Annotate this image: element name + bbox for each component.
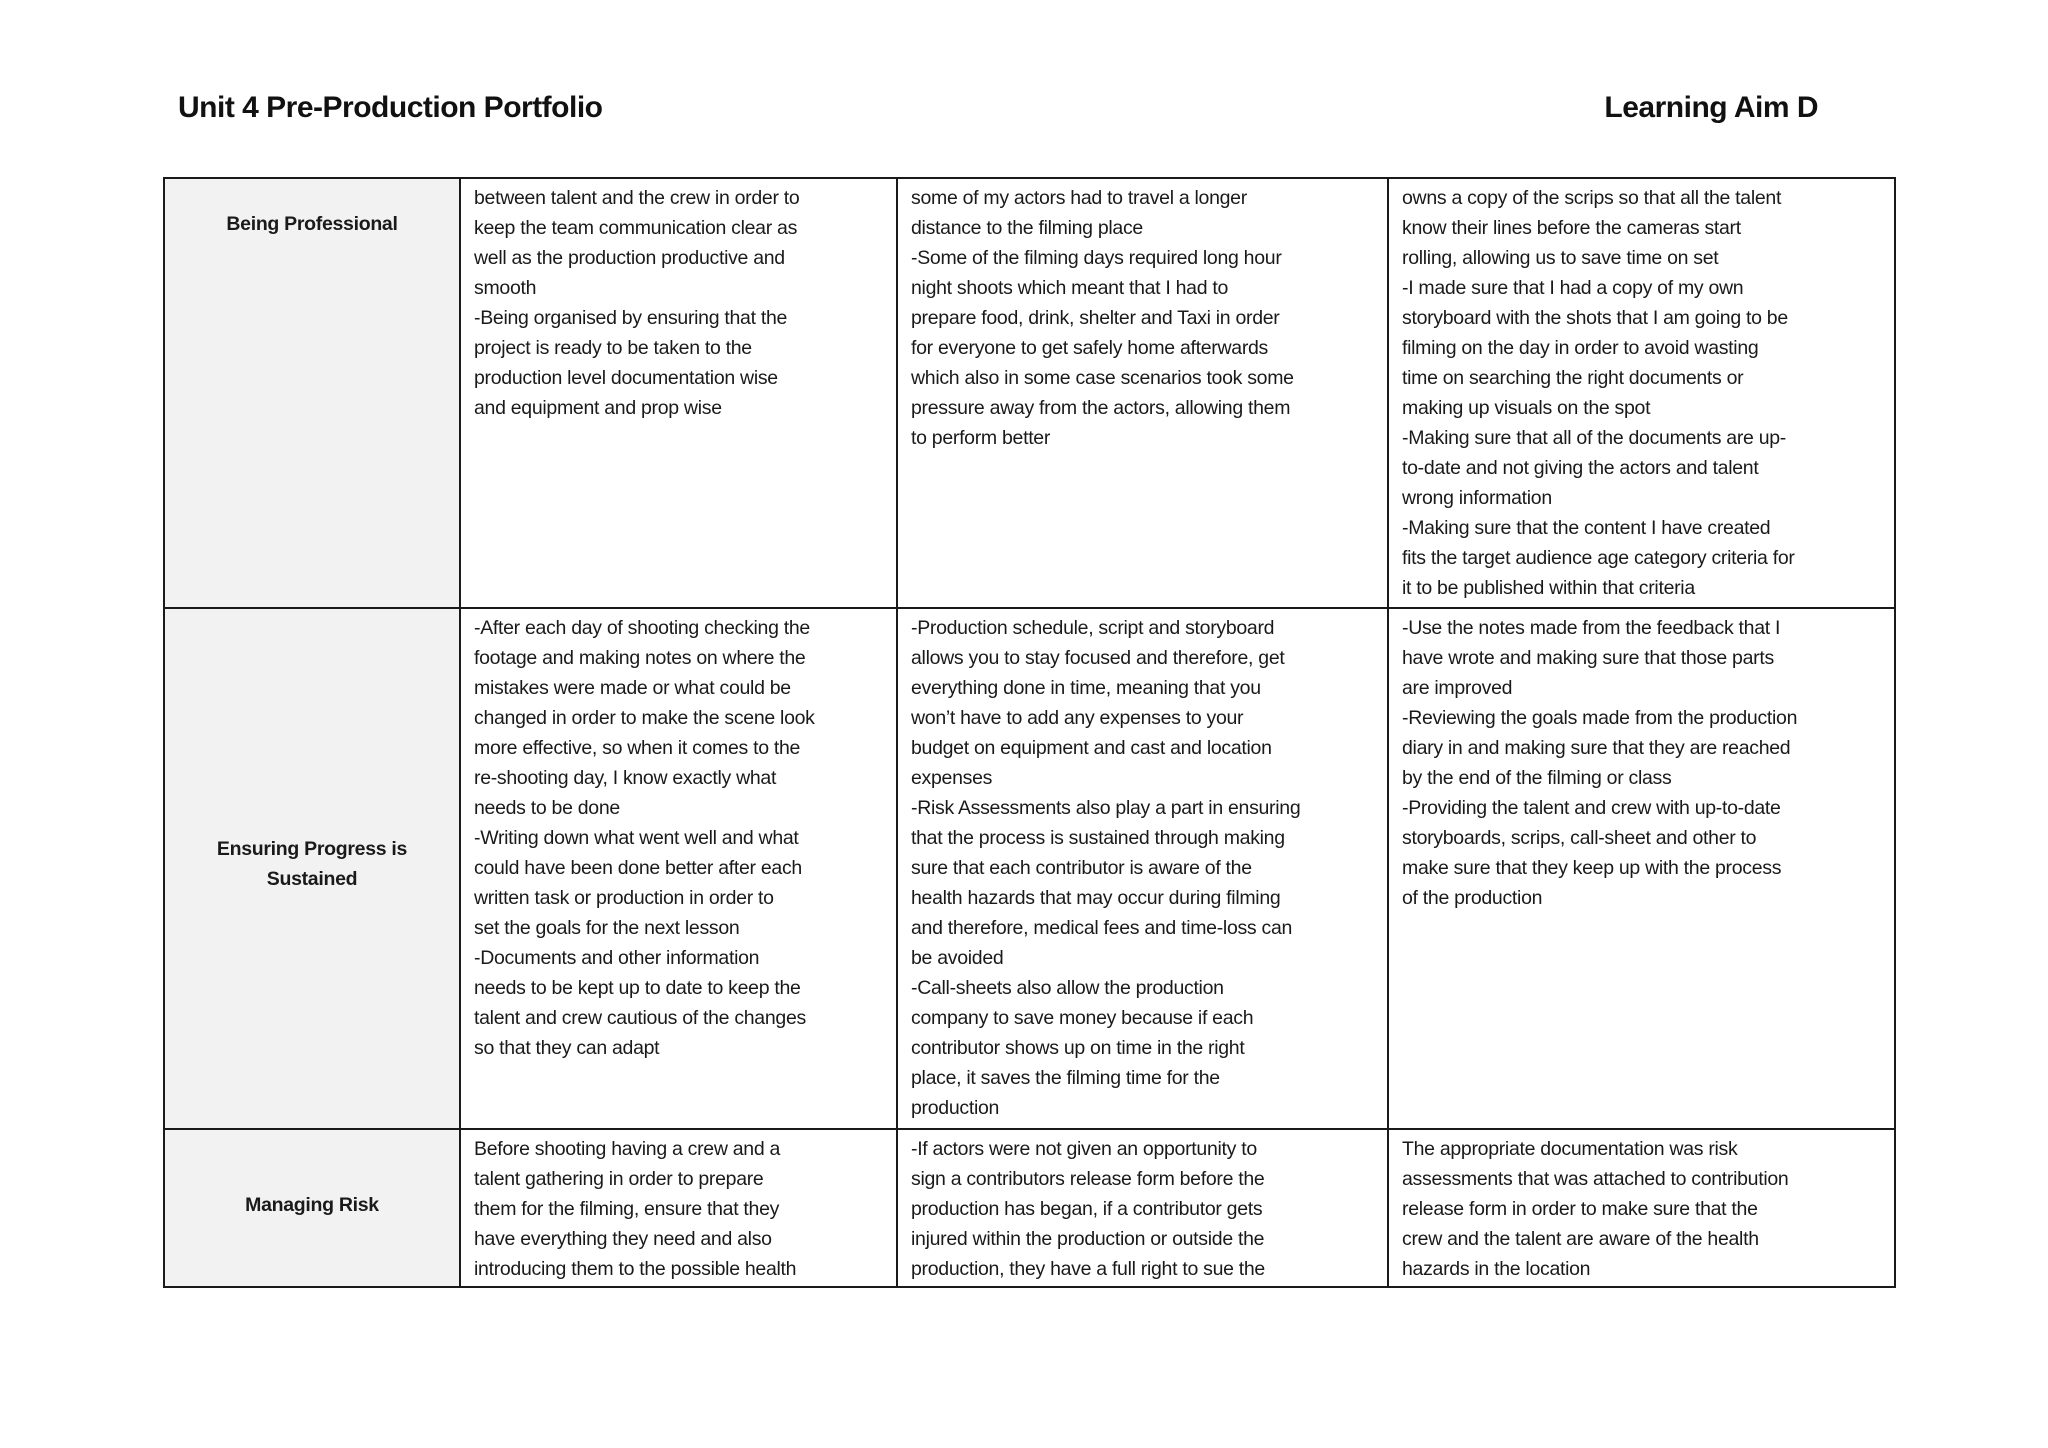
cell-text: -If actors were not given an opportunity to sign a contributors release form before the production has began, if a contributor gets injured within the production or outside the production, they have a full right to sue the — [911, 1138, 1265, 1280]
table-row — [164, 1129, 1895, 1287]
row-label-cell — [164, 608, 460, 1129]
document-title: Unit 4 Pre-Production Portfolio — [178, 91, 603, 124]
table-cell — [1388, 608, 1895, 1129]
cell-text: some of my actors had to travel a longer distance to the filming place -Some of the filming days required long hour night shoots which meant that I had to prepare food, drink, shelter and Taxi in order for everyone to get safely home afterwards which also in some case scenarios took some pressure away from the actors, allowing them to perform better — [911, 187, 1294, 449]
cell-text: owns a copy of the scrips so that all the talent know their lines before the cameras start rolling, allowing us to save time on set -I made sure that I had a copy of my own storyboard with the shots that I am going to be filming on the day in order to avoid wasting time on searching the right documents or making up visuals on the spot -Making sure that all of the documents are up- to-date and not giving the actors and talent wrong information -Making sure that the content I have created fits the target audience age category criteria for it to be published within that criteria — [1402, 187, 1795, 599]
table-cell — [897, 1129, 1388, 1287]
table-cell — [1388, 178, 1895, 608]
table-cell — [460, 178, 897, 608]
row-label-cell — [164, 178, 460, 608]
cell-text: -Production schedule, script and storyboard allows you to stay focused and therefore, get everything done in time, meaning that you won’t have to add any expenses to your budget on equipment and cast and location expenses -Risk Assessments also play a part in ensuring that the process is sustained through making sure that each contributor is aware of the health hazards that may occur during filming and therefore, medical fees and time-loss can be avoided -Call-sheets also allow the production company to save money because if each contributor shows up on time in the right place, it saves the filming time for the production — [911, 617, 1301, 1119]
cell-text: Before shooting having a crew and a talent gathering in order to prepare them for the filming, ensure that they have everything they need and also introducing them to the possible health — [474, 1138, 797, 1280]
document-header — [178, 86, 1818, 130]
table-cell — [1388, 1129, 1895, 1287]
table-cell — [897, 178, 1388, 608]
row-label: Managing Risk — [245, 1194, 379, 1216]
row-label-cell — [164, 1129, 460, 1287]
row-label: Being Professional — [226, 213, 398, 235]
learning-aim-label: Learning Aim D — [1604, 91, 1818, 124]
table-row — [164, 608, 1895, 1129]
row-label: Ensuring Progress is Sustained — [216, 838, 408, 890]
portfolio-table — [163, 177, 1896, 1288]
cell-text: between talent and the crew in order to keep the team communication clear as well as the production productive and smooth -Being organised by ensuring that the project is ready to be taken to the production level documentation wise and equipment and prop wise — [474, 187, 800, 419]
table-cell — [460, 1129, 897, 1287]
cell-text: -Use the notes made from the feedback that I have wrote and making sure that those parts are improved -Reviewing the goals made from the production diary in and making sure that they are reached by the end of the filming or class -Providing the talent and crew with up-to-date storyboards, scrips, call-sheet and other to make sure that they keep up with the process of the production — [1402, 617, 1798, 909]
table-cell — [460, 608, 897, 1129]
cell-text: The appropriate documentation was risk assessments that was attached to contribution release form in order to make sure that the crew and the talent are aware of the health hazards in the location — [1402, 1138, 1789, 1280]
cell-text: -After each day of shooting checking the footage and making notes on where the mistakes were made or what could be changed in order to make the scene look more effective, so when it comes to the re-shooting day, I know exactly what needs to be done -Writing down what went well and what could have been done better after each written task or production in order to set the goals for the next lesson -Documents and other information needs to be kept up to date to keep the talent and crew cautious of the changes so that they can adapt — [474, 617, 815, 1059]
table-row — [164, 178, 1895, 608]
table-cell — [897, 608, 1388, 1129]
